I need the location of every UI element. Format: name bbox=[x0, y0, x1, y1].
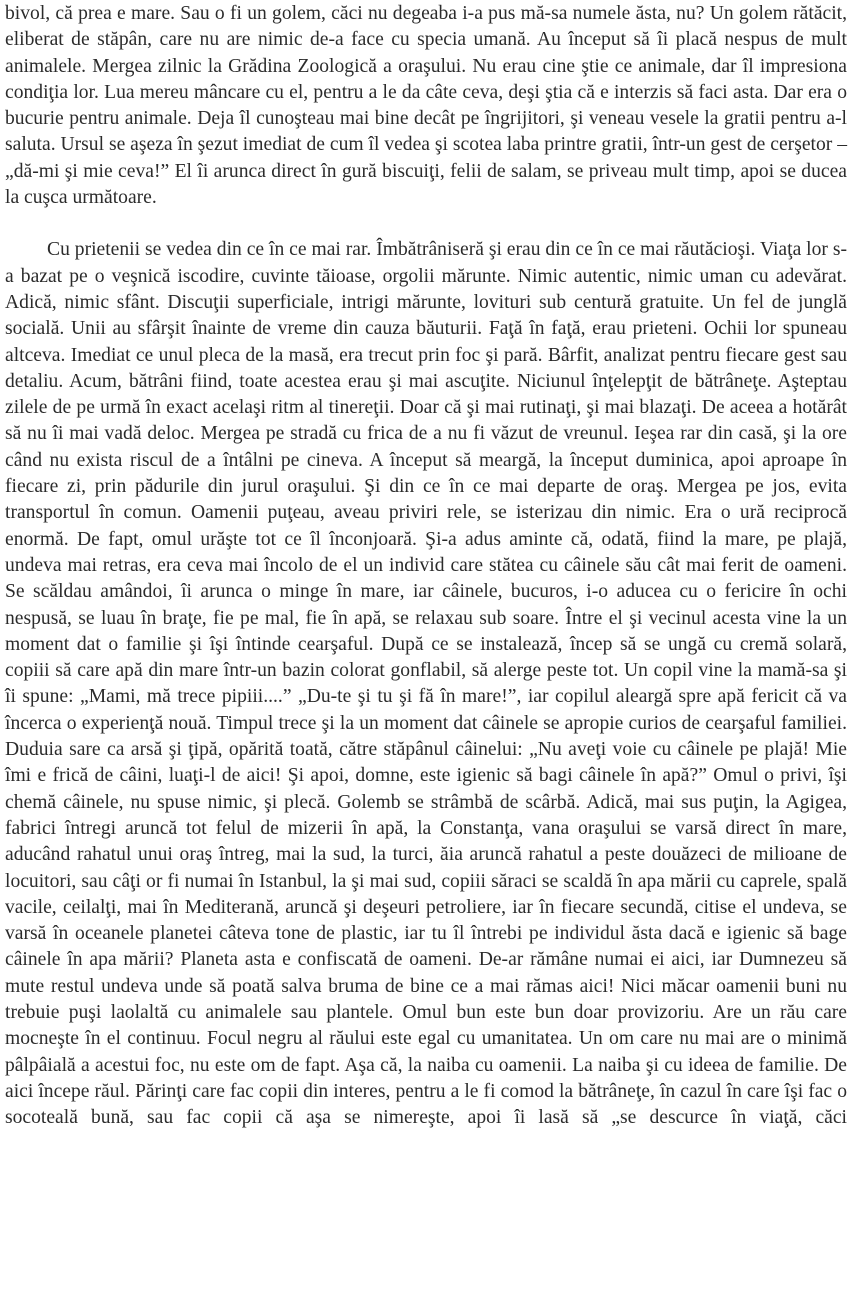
paragraph-2: Cu prietenii se vedea din ce în ce mai rar. Îmbătrâniseră şi erau din ce în ce mai răutăcioşi. Viaţa lor s-a bazat pe o veşnică iscodire, cuvinte tăioase, orgolii mărunte. Nimic autentic, nimic uman cu adevărat. Adică, nimic sfânt. Discuţii superficiale, intrigi mărunte, lovituri sub centură gratuite. Un fel de junglă socială. Unii au sfârşit înainte de vreme din cauza băuturii. Faţă în faţă, erau prieteni. Ochii lor spuneau altceva. Imediat ce unul pleca de la masă, era trecut prin foc şi pară. Bârfit, analizat pentru fiecare gest sau detaliu. Acum, bătrâni fiind, toate acestea erau şi mai ascuţite. Niciunul înţelepţit de bătrâneţe. Aşteptau zilele de pe urmă în exact acelaşi ritm al tinereţii. Doar că şi mai rutinaţi, şi mai blazaţi. De aceea a hotărât să nu îi mai vadă deloc. Mergea pe stradă cu frica de a nu fi văzut de vreunul. Ieşea rar din casă, şi la ore când nu exista riscul de a întâlni pe cineva. A început să meargă, la început duminica, apoi aproape în fiecare zi, prin pădurile din jurul oraşului. Şi din ce în ce mai departe de oraş. Mergea pe jos, evita transportul în comun. Oamenii puţeau, aveau priviri rele, se isterizau din nimic. Era o ură reciprocă enormă. De fapt, omul urăşte tot ce îl înconjoară. Şi-a adus aminte că, odată, fiind la mare, pe plajă, undeva mai retras, era ceva mai încolo de el un individ care stătea cu câinele său cât mai ferit de oameni. Se scăldau amândoi, îi arunca o minge în mare, iar câinele, bucuros, i-o aducea cu o fericire în ochi nespusă, se luau în braţe, fie pe mal, fie în apă, se relaxau sub soare. Între el şi vecinul acesta vine la un moment dat o familie şi îşi întinde cearşaful. După ce se instalează, încep să se ungă cu cremă solară, copiii să care apă din mare într-un bazin colorat gonflabil, să alerge peste tot. Un copil vine la mamă-sa şi îi spune: „Mami, mă trece pipiii....” „Du-te şi tu şi fă în mare!”, iar copilul aleargă spre apă fericit că va încerca o experienţă nouă. Timpul trece şi la un moment dat câinele se apropie curios de cearşaful familiei. Duduia sare ca arsă şi ţipă, opărită toată, către stăpânul câinelui: „Nu aveţi voie cu câinele pe plajă! Mie îmi e frică de câini, luaţi-l de aici! Şi apoi, domne, este igienic să bagi câinele în apă?” Omul o privi, îşi chemă câinele, nu spuse nimic, şi plecă. Golemb se strâmbă de scârbă. Adică, mai sus puţin, la Agigea, fabrici întregi aruncă tot felul de mizerii în apă, la Constanţa, vana oraşului se varsă direct în mare, aducând rahatul unui oraş întreg, mai la sud, la turci, ăia aruncă rahatul a peste douăzeci de milioane de locuitori, sau câţi or fi numai în Istanbul, la şi mai sud, copiii săraci se scaldă în apa mării cu caprele, spală vacile, ceilalţi, mai în Mediterană, aruncă şi deşeuri petroliere, iar în fiecare secundă, citise el undeva, se varsă în oceanele planetei câteva tone de plastic, iar tu îl întrebi pe individul ăsta dacă e igienic să bage câinele în apa mării? Planeta asta e confiscată de oameni. De-ar rămâne numai ei aici, iar Dumnezeu să mute restul undeva unde să poată salva bruma de bine ce a mai rămas aici! Nici măcar oamenii buni nu trebuie puşi laolaltă cu animalele sau plantele. Omul bun este bun doar provizoriu. Are un rău care mocneşte în el continuu. Focul negru al răului este egal cu umanitatea. Un om care nu mai are o minimă pâlpâială a acestui foc, nu este om de fapt. Aşa că, la naiba cu oamenii. La naiba şi cu ideea de familie. De aici începe răul. Părinţi care fac copii din interes, pentru a le fi comod la bătrâneţe, în cazul în care îşi fac o socoteală bună, sau fac copii că aşa se nimereşte, apoi îi lasă să „se descurce în viaţă, căci bbox=[5, 239, 847, 1129]
paragraph-1: bivol, că prea e mare. Sau o fi un golem, căci nu degeaba i-a pus mă-sa numele ăsta, nu? Un golem rătăcit, eliberat de stăpân, care nu are nimic de-a face cu specia umană. Au început să îi placă nespus de mult animalele. Mergea zilnic la Grădina Zoologică a oraşului. Nu erau cine ştie ce animale, dar îl impresiona condiţia lor. Lua mereu mâncare cu el, pentru a le da câte ceva, deşi ştia că e interzis să faci asta. Dar era o bucurie pentru animale. Deja îl cunoşteau mai bine decât pe îngrijitori, şi veneau vesele la gratii pentru a-l saluta. Ursul se aşeza în şezut imediat de cum îl vedea şi scotea laba printre gratii, într-un gest de cerşetor – „dă-mi şi mie ceva!” El îi arunca direct în gură biscuiţi, felii de salam, se priveau mult timp, apoi se ducea la cuşca următoare. bbox=[5, 3, 847, 209]
paragraph-gap bbox=[5, 211, 847, 237]
document-page bbox=[5, 1, 847, 1131]
